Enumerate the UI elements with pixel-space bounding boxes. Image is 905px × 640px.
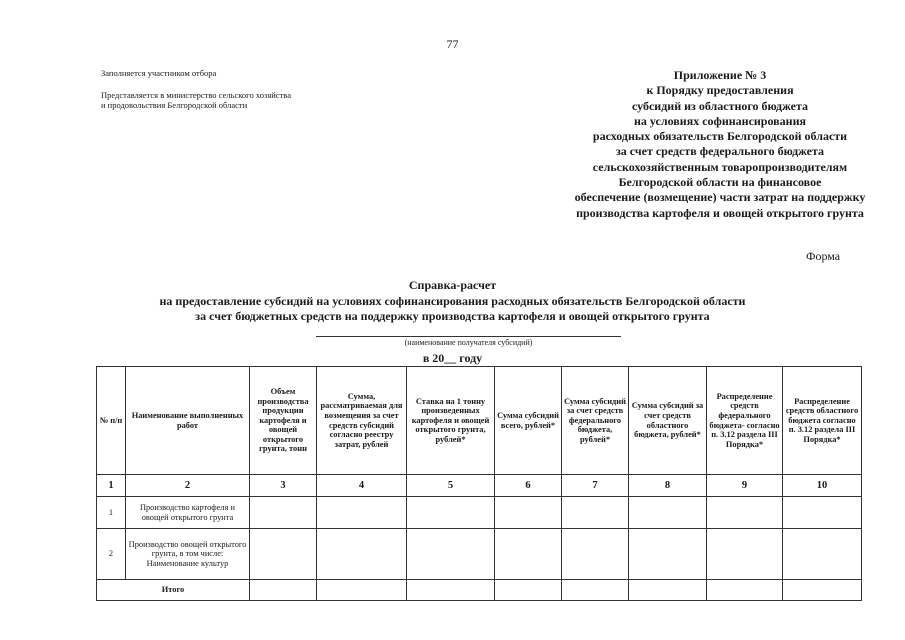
table-cell bbox=[250, 529, 317, 580]
table-cell bbox=[250, 497, 317, 529]
column-number: 7 bbox=[562, 475, 629, 497]
column-header: № п/п bbox=[97, 367, 126, 475]
appendix-line: на условиях софинансирования bbox=[634, 113, 806, 128]
table-cell bbox=[707, 529, 783, 580]
row-name: Производство овощей открытого грунта, в том числе: Наименование культур bbox=[126, 529, 250, 580]
row-number: 1 bbox=[97, 497, 126, 529]
appendix-line: Белгородской области на финансовое bbox=[618, 175, 822, 190]
column-header: Распределение средств областного бюджета согласно п. 3.12 раздела III Порядка* bbox=[783, 367, 862, 475]
left-note-line-2: Представляется в министерство сельского хозяйства bbox=[101, 90, 291, 100]
recipient-name-field: (наименование получателя субсидий) bbox=[316, 336, 621, 347]
column-header: Сумма, рассматриваемая для возмещения за счет средств субсидий согласно реестру затрат, рублей bbox=[317, 367, 407, 475]
table-cell bbox=[495, 529, 562, 580]
column-number: 10 bbox=[783, 475, 862, 497]
column-number: 4 bbox=[317, 475, 407, 497]
column-header: Объем производства продукции картофеля и овощей открытого грунта, тонн bbox=[250, 367, 317, 475]
table-cell bbox=[317, 580, 407, 601]
column-number: 5 bbox=[407, 475, 495, 497]
column-number: 9 bbox=[707, 475, 783, 497]
appendix-line: к Порядку предоставления bbox=[646, 83, 794, 98]
column-header: Распределение средств федерального бюджета- согласно п. 3.12 раздела III Порядка* bbox=[707, 367, 783, 475]
table-cell bbox=[783, 497, 862, 529]
form-label: Форма bbox=[806, 249, 841, 263]
table-cell bbox=[629, 580, 707, 601]
table-cell bbox=[707, 580, 783, 601]
appendix-line: за счет средств федерального бюджета bbox=[615, 144, 825, 159]
title-line-2: на предоставление субсидий на условиях софинансирования расходных обязательств Белгородской области bbox=[159, 293, 746, 308]
column-number: 1 bbox=[97, 475, 126, 497]
table-cell bbox=[407, 580, 495, 601]
table-cell bbox=[317, 529, 407, 580]
total-label: Итого bbox=[97, 580, 250, 601]
column-header: Сумма субсидий всего, рублей* bbox=[495, 367, 562, 475]
column-number: 8 bbox=[629, 475, 707, 497]
title-line-3: за счет бюджетных средств на поддержку производства картофеля и овощей открытого грунта bbox=[195, 309, 710, 323]
title-line-1: Справка-расчет bbox=[408, 278, 497, 292]
row-name: Производство картофеля и овощей открытого грунта bbox=[126, 497, 250, 529]
table-cell bbox=[250, 580, 317, 601]
table-cell bbox=[317, 497, 407, 529]
table-row bbox=[97, 497, 862, 529]
document-title bbox=[0, 278, 905, 325]
left-note-line-1: Заполняется участником отбора bbox=[101, 68, 217, 78]
column-number: 2 bbox=[126, 475, 250, 497]
table-cell bbox=[562, 497, 629, 529]
left-note bbox=[101, 68, 291, 110]
row-number: 2 bbox=[97, 529, 126, 580]
appendix-line: производства картофеля и овощей открытого грунта bbox=[576, 205, 864, 220]
column-header: Сумма субсидий за счет средств областного бюджета, рублей* bbox=[629, 367, 707, 475]
appendix-line: обеспечение (возмещение) части затрат на поддержку bbox=[574, 190, 866, 205]
column-number: 6 bbox=[495, 475, 562, 497]
table-cell bbox=[495, 497, 562, 529]
column-number-row bbox=[97, 475, 862, 497]
table-cell bbox=[407, 529, 495, 580]
table-cell bbox=[495, 580, 562, 601]
table-row bbox=[97, 529, 862, 580]
column-header: Сумма субсидий за счет средств федерального бюджета, рублей* bbox=[562, 367, 629, 475]
table-cell bbox=[707, 497, 783, 529]
appendix-line: сельскохозяйственным товаропроизводителям bbox=[592, 159, 848, 174]
column-number: 3 bbox=[250, 475, 317, 497]
table-cell bbox=[562, 529, 629, 580]
table-cell bbox=[407, 497, 495, 529]
column-header: Ставка на 1 тонну произведенных картофеля и овощей открытого грунта, рублей* bbox=[407, 367, 495, 475]
year-line: в 20__ году bbox=[422, 351, 483, 365]
table-cell bbox=[629, 529, 707, 580]
table-header-row bbox=[97, 367, 862, 475]
table-cell bbox=[629, 497, 707, 529]
appendix-line: субсидий из областного бюджета bbox=[631, 98, 809, 113]
table-cell bbox=[783, 529, 862, 580]
appendix-heading bbox=[520, 68, 905, 221]
appendix-line: расходных обязательств Белгородской области bbox=[592, 129, 848, 144]
column-header: Наименование выполненных работ bbox=[126, 367, 250, 475]
appendix-line: Приложение № 3 bbox=[673, 68, 767, 82]
table-cell bbox=[783, 580, 862, 601]
calculation-table bbox=[96, 366, 862, 601]
total-row bbox=[97, 580, 862, 601]
table-cell bbox=[562, 580, 629, 601]
left-note-line-3: и продовольствия Белгородской области bbox=[101, 100, 248, 110]
page-number: 77 bbox=[446, 37, 459, 51]
